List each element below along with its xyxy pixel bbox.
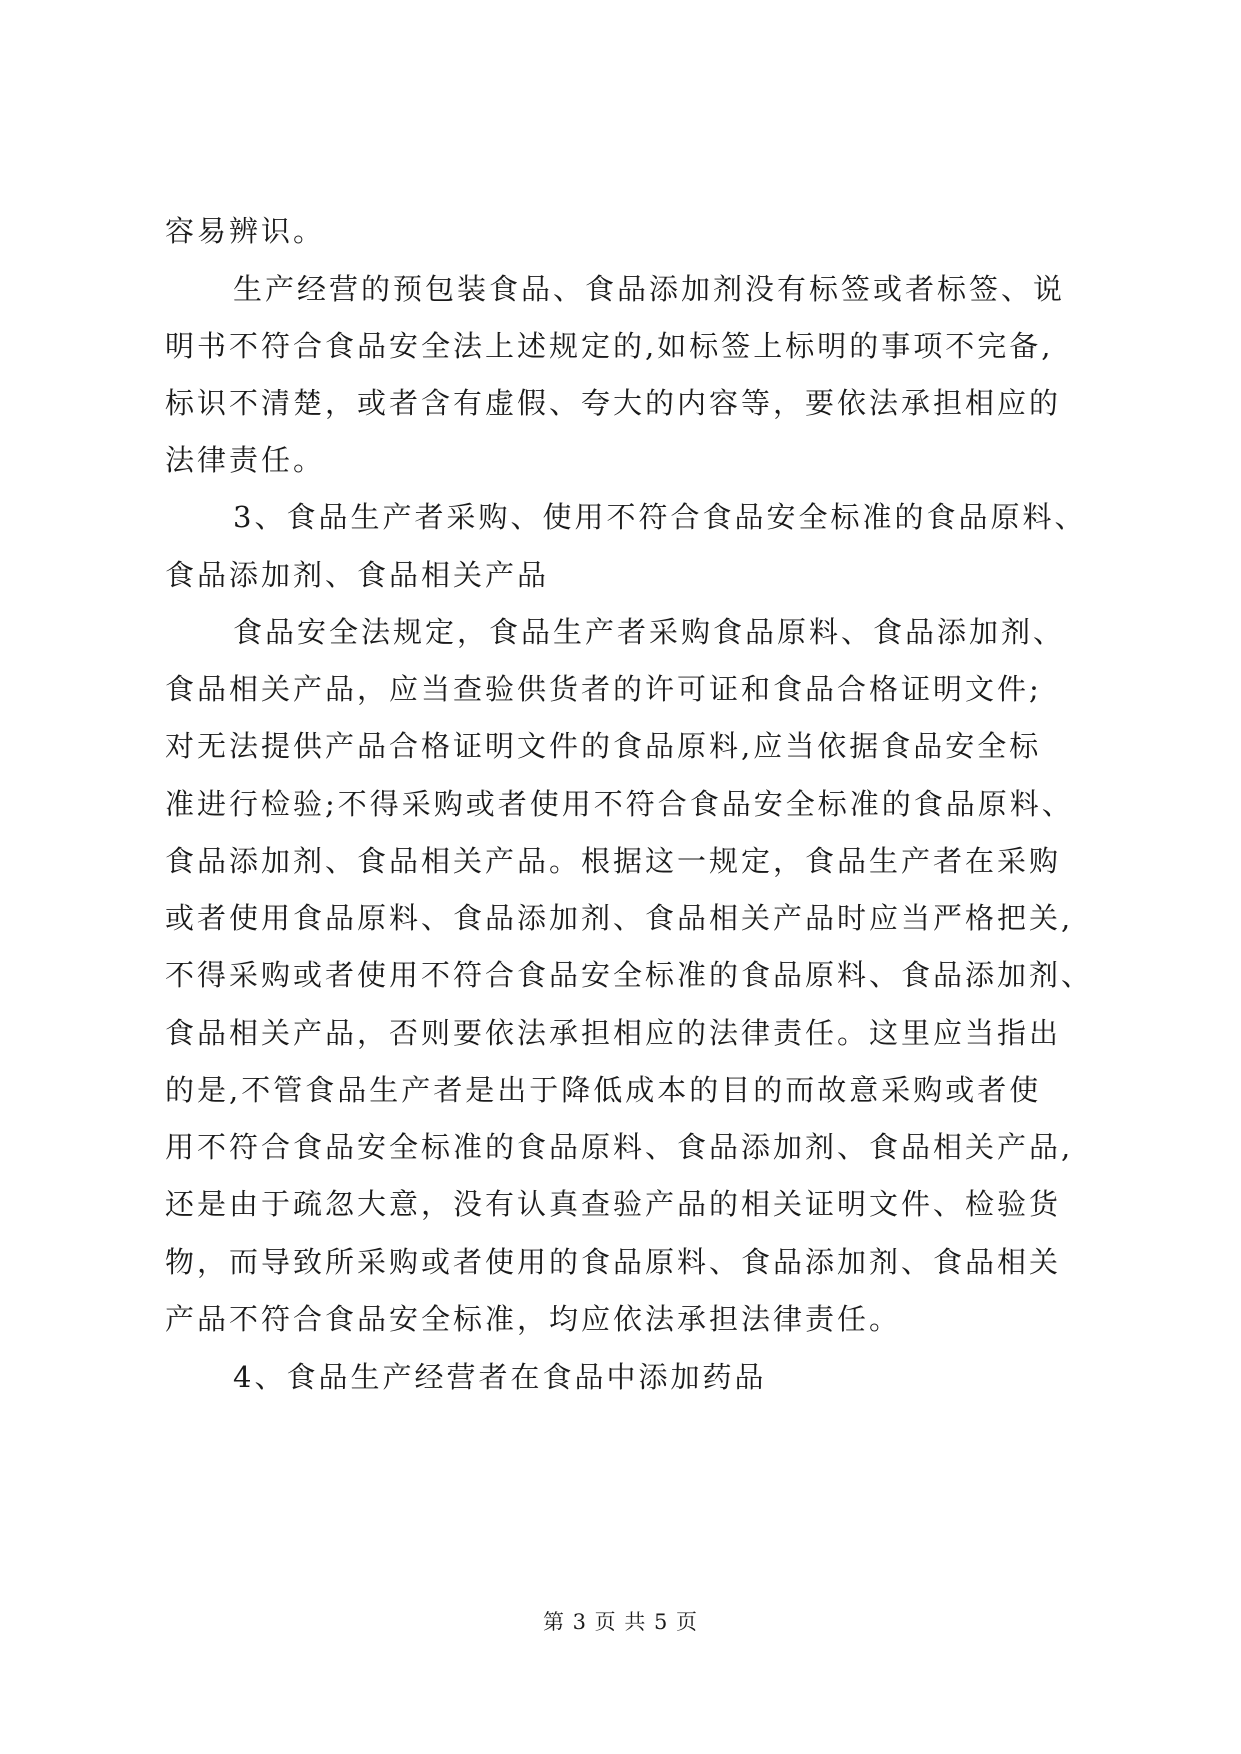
text-line: 的是,不管食品生产者是出于降低成本的目的而故意采购或者使 (165, 1073, 1042, 1107)
text-line: 不得采购或者使用不符合食品安全标准的食品原料、食品添加剂、 (165, 958, 1094, 992)
page-number-footer: 第 3 页 共 5 页 (542, 1610, 699, 1634)
text-line: 还是由于疏忽大意，没有认真查验产品的相关证明文件、检验货 (165, 1187, 1062, 1221)
section-heading-line: 4、食品生产经营者在食品中添加药品 (233, 1360, 767, 1394)
text-line: 准进行检验;不得采购或者使用不符合食品安全标准的食品原料、 (165, 787, 1074, 821)
section-heading-line: 食品添加剂、食品相关产品 (165, 558, 550, 592)
text-line: 物，而导致所采购或者使用的食品原料、食品添加剂、食品相关 (165, 1245, 1062, 1279)
text-line: 食品添加剂、食品相关产品。根据这一规定，食品生产者在采购 (165, 844, 1062, 878)
paragraph-start-line: 食品安全法规定，食品生产者采购食品原料、食品添加剂、 (233, 615, 1066, 649)
section-heading-line: 3、食品生产者采购、使用不符合食品安全标准的食品原料、 (233, 500, 1087, 534)
text-line: 明书不符合食品安全法上述规定的,如标签上标明的事项不完备, (165, 329, 1054, 363)
text-line: 或者使用食品原料、食品添加剂、食品相关产品时应当严格把关, (165, 901, 1074, 935)
paragraph-start-line: 生产经营的预包装食品、食品添加剂没有标签或者标签、说 (233, 272, 1066, 306)
text-line: 标识不清楚，或者含有虚假、夸大的内容等，要依法承担相应的 (165, 386, 1062, 420)
text-line: 法律责任。 (165, 443, 326, 477)
text-line: 食品相关产品，否则要依法承担相应的法律责任。这里应当指出 (165, 1016, 1062, 1050)
text-line: 食品相关产品，应当查验供货者的许可证和食品合格证明文件; (165, 672, 1042, 706)
text-line: 用不符合食品安全标准的食品原料、食品添加剂、食品相关产品, (165, 1130, 1074, 1164)
text-line: 产品不符合食品安全标准，均应依法承担法律责任。 (165, 1302, 902, 1336)
text-line: 容易辨识。 (165, 214, 326, 248)
text-line: 对无法提供产品合格证明文件的食品原料,应当依据食品安全标 (165, 729, 1042, 763)
